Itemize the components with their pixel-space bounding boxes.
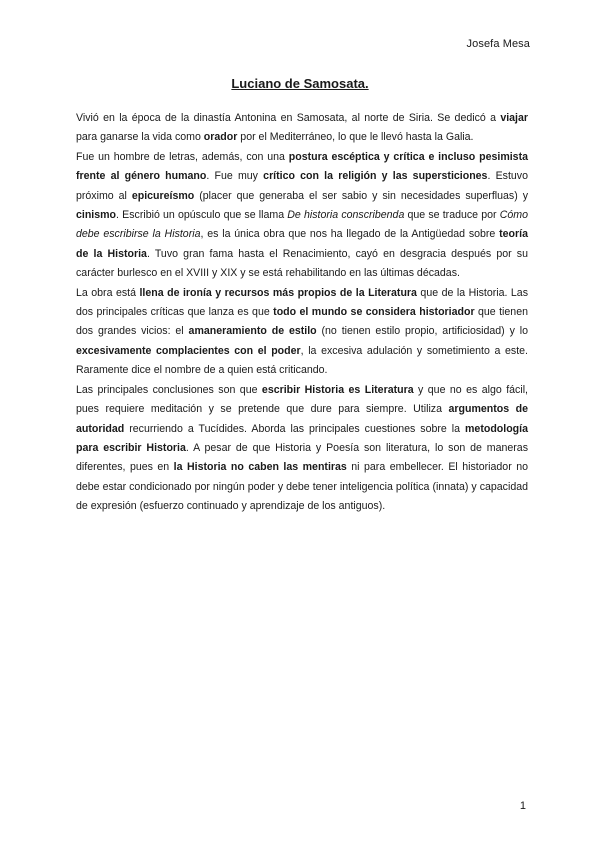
paragraph [76,284,528,381]
text-run: que se traduce por [404,209,500,222]
italic-text: De historia conscribenda [287,209,405,222]
bold-text: amaneramiento de estilo [188,325,317,338]
bold-text: orador [203,131,238,144]
header-author: Josefa Mesa [466,38,530,50]
bold-text: metodología para escribir Historia [76,422,528,454]
text-run: para ganarse la vida como [76,131,204,144]
text-run: . Fue muy [206,170,264,183]
text-run: (no tienen estilo propio, artificiosidad) y lo [316,325,528,338]
paragraph [76,109,528,148]
text-run: Vivió en la época de la dinastía Antonina en Samosata, al norte de Siria. Se dedicó a [76,112,501,124]
text-run: La obra está [76,286,140,299]
page-title: Luciano de Samosata. [231,76,369,91]
text-run: que de la Historia. Las dos principales críticas que lanza es que [76,286,528,319]
bold-text: la Historia no caben las mentiras [173,461,347,474]
document-body [76,109,528,517]
bold-text: escribir Historia es Literatura [261,383,414,396]
text-run: (placer que generaba el ser sabio y sin necesidades superfluas) y [194,189,528,202]
bold-text: todo el mundo se considera historiador [273,306,475,319]
text-run: ni para embellecer. El historiador no debe estar condicionado por ningún poder y debe tener inteligencia política (innata) y capacidad de expresión (esfuerzo continuado y aprendizaje de los antiguos). [76,461,528,513]
text-run: recurriendo a Tucídides. Aborda las principales cuestiones sobre la [124,422,466,435]
text-run: Fue un hombre de letras, además, con una [76,150,289,163]
bold-text: postura escéptica y crítica e incluso pesimista frente al género humano [76,150,528,183]
bold-text: argumentos de autoridad [76,403,528,435]
text-run: . Tuvo gran fama hasta el Renacimiento, cayó en desgracia después por su carácter burlesco en el XVIII y XIX y se está rehabilitando en las últimas décadas. [76,247,528,280]
italic-text: Cómo debe escribirse la Historia [76,209,529,241]
text-run: . Estuvo próximo al [76,170,528,202]
text-run: , la excesiva adulación y sometimiento a este. Raramente dice el nombre de a quien está criticando. [76,344,528,377]
bold-text: crítico con la religión y las supersticiones [263,170,488,183]
bold-text: epicureísmo [131,189,195,202]
text-run: por el Mediterráneo, lo que le llevó hasta la Galia. [237,131,474,144]
bold-text: llena de ironía y recursos más propios de la Literatura [139,286,417,299]
text-run: . A pesar de que Historia y Poesía son literatura, lo son de maneras diferentes, pues en [76,441,528,474]
bold-text: excesivamente complacientes con el poder [76,344,301,357]
bold-text: teoría de la Historia [76,228,528,260]
bold-text: viajar [500,112,528,124]
text-run: . Escribió un opúsculo que se llama [116,209,288,222]
page-number: 1 [519,800,526,812]
text-run: que tienen dos grandes vicios: el [76,306,528,338]
paragraph [76,381,528,517]
text-run: , es la única obra que nos ha llegado de la Antigüedad sobre [200,228,500,241]
text-run: y que no es algo fácil, pues requiere meditación y se pretende que dure para siempre. Utiliza [76,383,528,416]
text-run: Las principales conclusiones son que [76,383,262,396]
paragraph [76,148,528,284]
bold-text: cinismo [76,209,117,222]
